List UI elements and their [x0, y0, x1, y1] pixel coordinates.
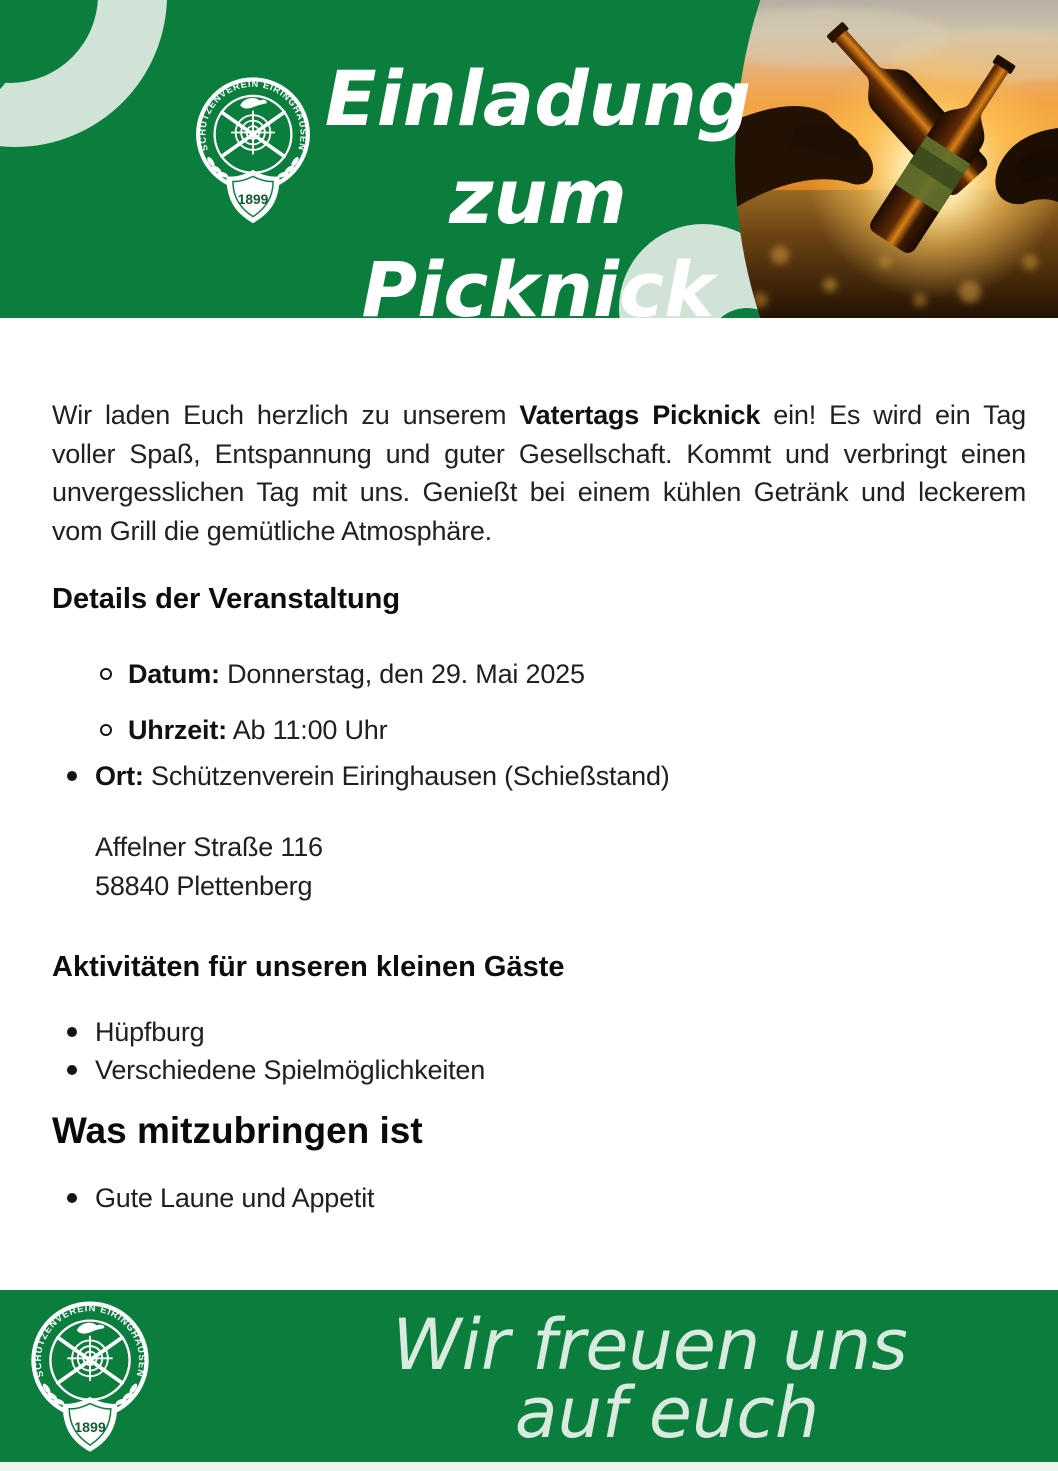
bullet-icon [67, 771, 77, 781]
bring-text: Gute Laune und Appetit [95, 1183, 375, 1213]
activities-list [52, 1013, 1026, 1089]
intro-paragraph [52, 396, 1026, 550]
list-item-spielmoeglichkeiten [52, 1051, 1026, 1089]
detail-value: Ab 11:00 Uhr [226, 715, 388, 745]
section-heading-activities: Aktivitäten für unseren kleinen Gäste [52, 951, 565, 983]
list-item-huepfburg [52, 1013, 1026, 1051]
bullet-icon [67, 1027, 77, 1037]
address-line2: 58840 Plettenberg [95, 871, 313, 901]
header-title [288, 50, 788, 318]
detail-label: Ort: [95, 761, 144, 791]
intro-text-post: ein! Es wird ein Tag voller Spaß, Entspannung und guter Gesellschaft. Kommt und verbringt einen unvergesslichen Tag mit uns. Genießt bei einem kühlen Getränk und leckerem vom Grill die gemütliche Atmosphäre. [52, 400, 1027, 546]
section-heading-bring: Was mitzubringen ist [52, 1110, 423, 1151]
club-logo-footer [24, 1298, 156, 1458]
activity-text: Verschiedene Spielmöglichkeiten [95, 1055, 486, 1085]
hollow-bullet-icon [100, 668, 112, 680]
bullet-icon [67, 1193, 77, 1203]
list-item-uhrzeit [52, 711, 1026, 749]
club-emblem [24, 1298, 156, 1458]
list-item-gute-laune [52, 1179, 1026, 1217]
address-line1: Affelner Straße 116 [95, 832, 323, 862]
footer-message-line1: Wir freuen uns [392, 1304, 908, 1386]
bring-list [52, 1179, 1026, 1217]
detail-label: Uhrzeit: [128, 715, 227, 745]
flyer-body [0, 318, 1058, 1217]
address-block [95, 828, 1026, 906]
header-title-line2: Picknick [361, 245, 715, 318]
activity-text: Hüpfburg [95, 1017, 205, 1047]
logo-ring-text: SCHÜTZENVEREIN EIRINGHAUSEN [197, 78, 309, 153]
event-details-list [52, 655, 1026, 795]
logo-ring-text: SCHÜTZENVEREIN EIRINGHAUSEN [31, 1302, 149, 1379]
bullet-icon [67, 1065, 77, 1075]
detail-label: Datum: [128, 659, 220, 689]
section-heading-details: Details der Veranstaltung [52, 583, 401, 615]
list-item-ort [52, 757, 1026, 795]
list-item-datum [52, 655, 1026, 693]
header-banner [0, 0, 1058, 318]
detail-value: Schützenverein Eiringhausen (Schießstand) [143, 761, 670, 791]
footer-banner [0, 1290, 1058, 1462]
footer-message-line2: auf euch [514, 1372, 820, 1454]
header-title-line1: Einladung zum [324, 54, 752, 241]
logo-year: 1899 [237, 191, 269, 207]
bottom-strip [0, 1462, 1058, 1471]
bird-icon [77, 1323, 104, 1334]
intro-text-pre: Wir laden Euch herzlich zu unserem [52, 400, 520, 430]
decorative-ring-shape [0, 0, 200, 200]
footer-message [320, 1302, 980, 1454]
logo-year: 1899 [74, 1418, 106, 1435]
bird-icon [240, 98, 267, 108]
detail-value: Donnerstag, den 29. Mai 2025 [219, 659, 585, 689]
hollow-bullet-icon [100, 724, 112, 736]
intro-text-bold: Vatertags Picknick [519, 400, 761, 430]
